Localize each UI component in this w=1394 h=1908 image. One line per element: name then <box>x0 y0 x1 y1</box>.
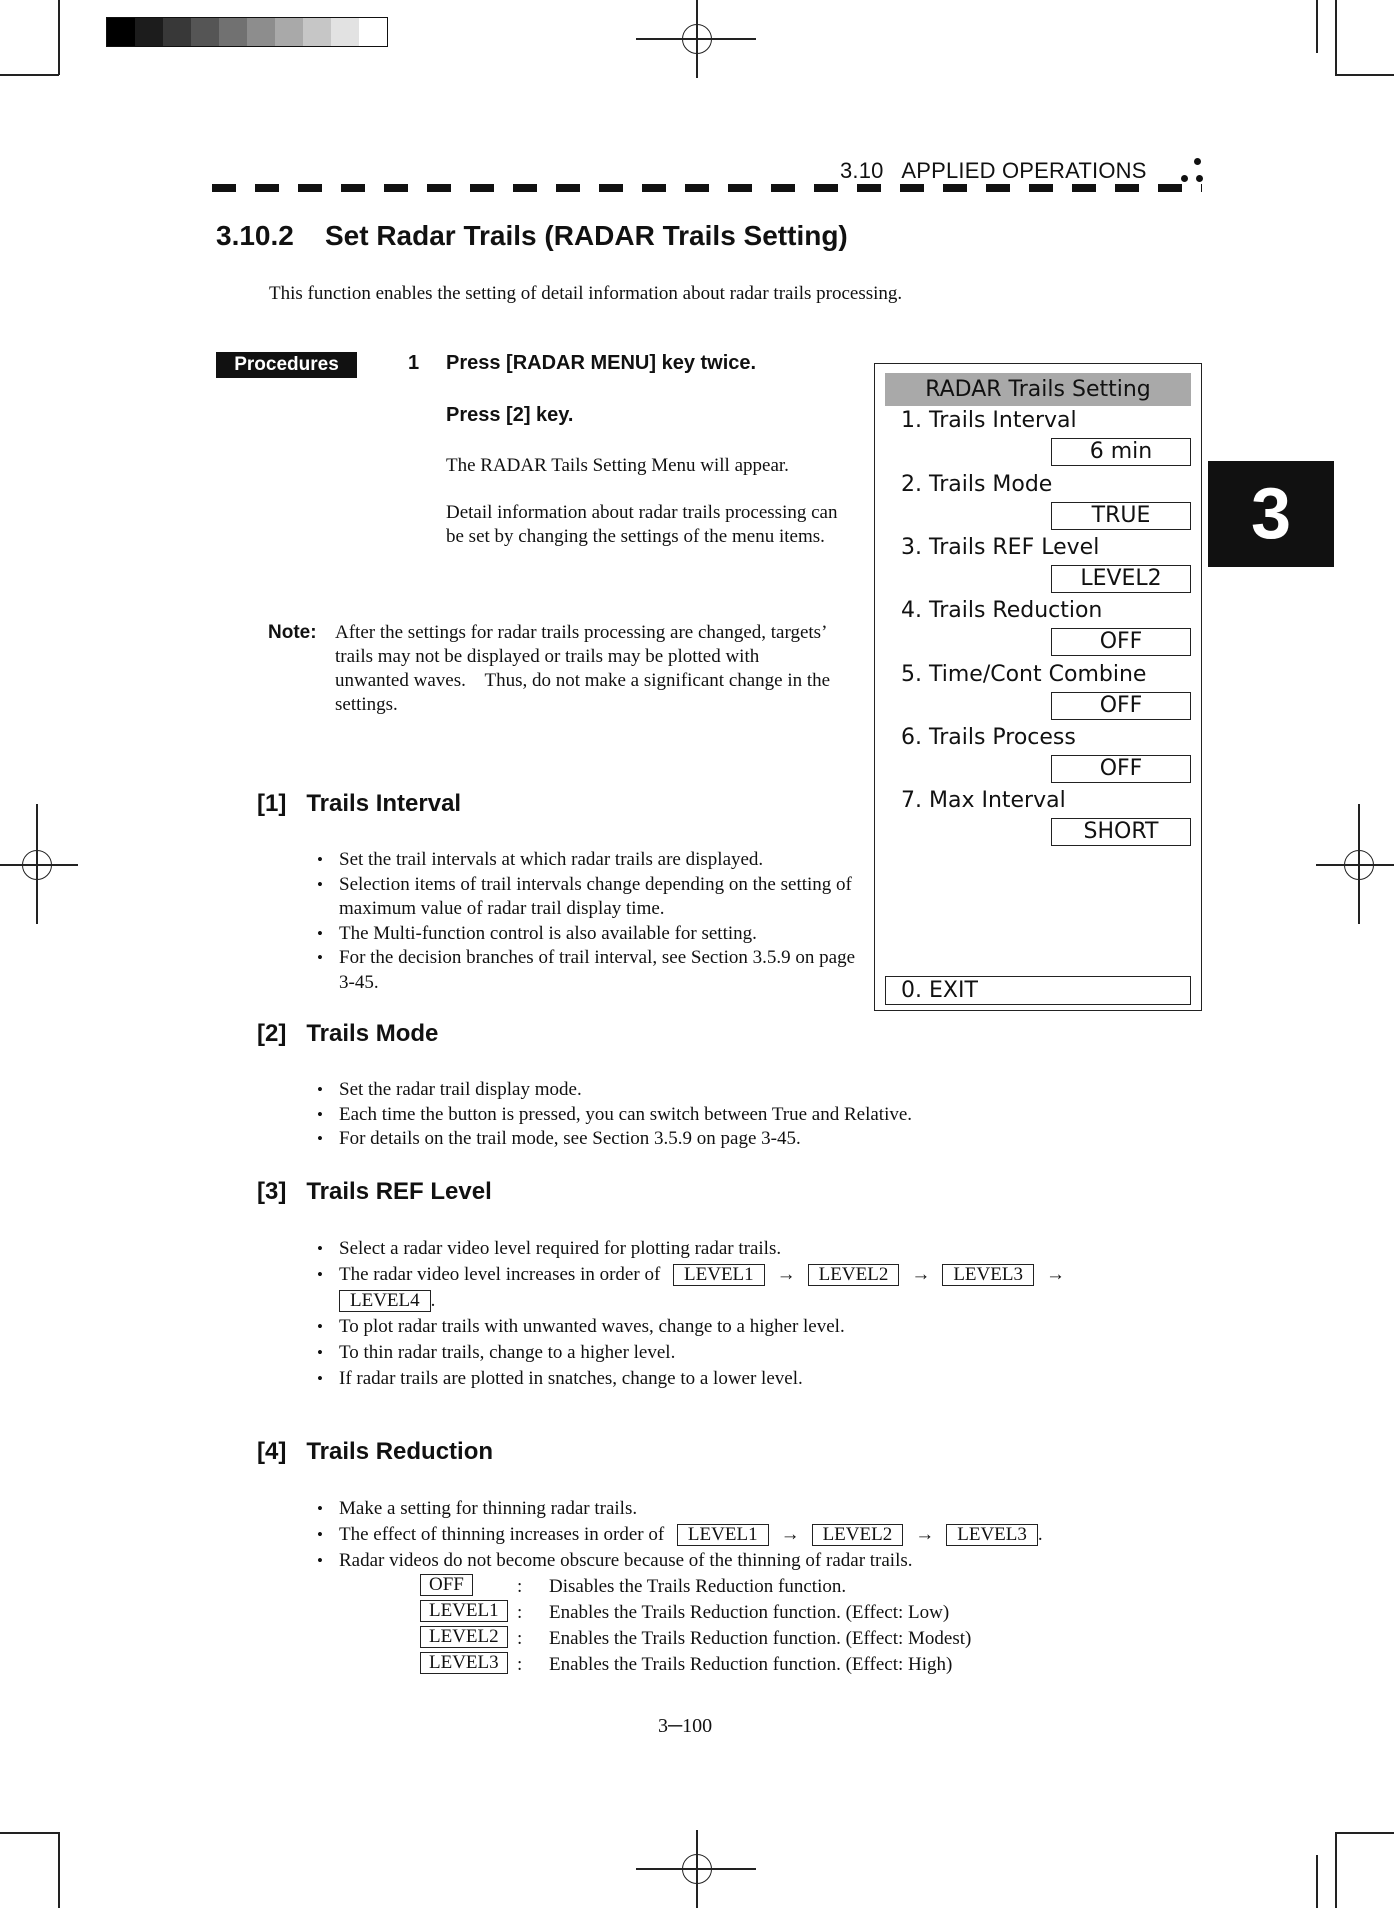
list-item: • Set the trail intervals at which radar trails are displayed. <box>339 848 859 873</box>
step-1b-text: Press [2] key. <box>446 404 574 426</box>
menu-value-trails-interval[interactable]: 6 min <box>1051 438 1191 466</box>
arrow-right-icon: → <box>911 1264 931 1285</box>
list-item <box>339 1522 1159 1548</box>
list-item: • The Multi-function control is also available for setting. <box>339 922 859 947</box>
level-box: LEVEL3 <box>942 1264 1034 1286</box>
grayscale-swatch <box>359 18 387 46</box>
trails-reduction-bullets <box>339 1496 1159 1574</box>
menu-value-trails-mode[interactable]: TRUE <box>1051 502 1191 530</box>
list-item-end: . <box>1037 1524 1043 1545</box>
table-key: LEVEL1 <box>420 1600 508 1622</box>
subsection-trails-ref-level-title: [3] Trails REF Level <box>257 1178 492 1205</box>
menu-item-trails-ref-level[interactable]: 3. Trails REF Level <box>901 535 1100 560</box>
arrow-right-icon: → <box>915 1524 935 1545</box>
list-item: • If radar trails are plotted in snatches, change to a lower level. <box>339 1366 1159 1392</box>
list-item <box>339 1262 1159 1314</box>
trails-ref-level-bullets <box>339 1236 1159 1392</box>
grayscale-swatch <box>163 18 191 46</box>
grayscale-swatch <box>219 18 247 46</box>
subsection-trails-mode-title: [2] Trails Mode <box>257 1020 439 1047</box>
level-box: LEVEL2 <box>812 1524 904 1546</box>
menu-value-max-interval[interactable]: SHORT <box>1051 818 1191 846</box>
menu-value-trails-process[interactable]: OFF <box>1051 755 1191 783</box>
table-key: LEVEL3 <box>420 1652 508 1674</box>
level-box: LEVEL2 <box>808 1264 900 1286</box>
menu-value-trails-reduction[interactable]: OFF <box>1051 628 1191 656</box>
procedure-para-2: Detail information about radar trails processing can be set by changing the settings of the menu items. <box>446 502 838 547</box>
table-desc: Enables the Trails Reduction function. (Effect: Modest) <box>549 1628 972 1649</box>
menu-item-trails-process[interactable]: 6. Trails Process <box>901 725 1076 750</box>
subsection-trails-interval-title: [1] Trails Interval <box>257 790 462 817</box>
page-number: 3─100 <box>658 1715 713 1737</box>
list-item: • Each time the button is pressed, you can switch between True and Relative. <box>339 1103 1099 1128</box>
table-sep: : <box>517 1576 523 1597</box>
arrow-right-icon: → <box>780 1524 800 1545</box>
grayscale-swatch <box>331 18 359 46</box>
menu-title: RADAR Trails Setting <box>885 373 1191 406</box>
arrow-right-icon: → <box>776 1264 796 1285</box>
header-dashed-rule <box>212 184 1202 192</box>
list-item: • Selection items of trail intervals change depending on the setting of maximum value of radar trail display time. <box>339 873 859 922</box>
level-box: LEVEL3 <box>946 1524 1038 1546</box>
menu-value-trails-ref-level[interactable]: LEVEL2 <box>1051 565 1191 593</box>
list-item-text: The radar video level increases in order of <box>339 1264 661 1285</box>
running-header: 3.10 APPLIED OPERATIONS <box>840 158 1147 183</box>
list-item: • To plot radar trails with unwanted waves, change to a higher level. <box>339 1314 1159 1340</box>
note-text: After the settings for radar trails processing are changed, targets’ trails may not be displayed or trails may be plotted with unwanted waves. Thus, do not make a significant change in the settings. <box>335 622 835 715</box>
grayscale-swatch <box>107 18 135 46</box>
procedures-badge: Procedures <box>216 352 357 378</box>
grayscale-bar <box>106 17 388 47</box>
level-box: LEVEL1 <box>673 1264 765 1286</box>
list-item: • Make a setting for thinning radar trails. <box>339 1496 1159 1522</box>
chapter-tab: 3 <box>1208 461 1334 567</box>
menu-item-trails-reduction[interactable]: 4. Trails Reduction <box>901 598 1103 623</box>
menu-exit-button[interactable]: 0. EXIT <box>885 976 1191 1005</box>
step-number: 1 <box>408 352 420 374</box>
list-item: • For the decision branches of trail interval, see Section 3.5.9 on page 3-45. <box>339 946 859 995</box>
step-1-text: Press [RADAR MENU] key twice. <box>446 352 757 374</box>
table-desc: Enables the Trails Reduction function. (Effect: Low) <box>549 1602 950 1623</box>
grayscale-swatch <box>275 18 303 46</box>
list-item-end: . <box>430 1290 436 1311</box>
table-desc: Enables the Trails Reduction function. (Effect: High) <box>549 1654 953 1675</box>
trails-mode-bullets <box>339 1078 1099 1152</box>
grayscale-swatch <box>247 18 275 46</box>
subsection-trails-reduction-title: [4] Trails Reduction <box>257 1438 494 1465</box>
menu-item-max-interval[interactable]: 7. Max Interval <box>901 788 1066 813</box>
table-sep: : <box>517 1602 523 1623</box>
menu-item-trails-mode[interactable]: 2. Trails Mode <box>901 472 1053 497</box>
note-label: Note: <box>268 622 317 643</box>
grayscale-swatch <box>303 18 331 46</box>
list-item: • Select a radar video level required for plotting radar trails. <box>339 1236 1159 1262</box>
section-intro: This function enables the setting of detail information about radar trails processing. <box>269 283 903 304</box>
table-sep: : <box>517 1628 523 1649</box>
arrow-right-icon: → <box>1045 1264 1065 1285</box>
procedure-para-1: The RADAR Tails Setting Menu will appear. <box>446 455 789 476</box>
list-item-text: The effect of thinning increases in order of <box>339 1524 665 1545</box>
level-box: LEVEL1 <box>677 1524 769 1546</box>
grayscale-swatch <box>191 18 219 46</box>
menu-value-time-cont-combine[interactable]: OFF <box>1051 692 1191 720</box>
menu-item-trails-interval[interactable]: 1. Trails Interval <box>901 408 1077 433</box>
section-title: 3.10.2 Set Radar Trails (RADAR Trails Setting) <box>216 220 848 251</box>
list-item: • For details on the trail mode, see Section 3.5.9 on page 3-45. <box>339 1127 1099 1152</box>
menu-item-time-cont-combine[interactable]: 5. Time/Cont Combine <box>901 662 1147 687</box>
list-item: • To thin radar trails, change to a higher level. <box>339 1340 1159 1366</box>
table-key: LEVEL2 <box>420 1626 508 1648</box>
radar-trails-setting-menu <box>874 363 1202 1011</box>
list-item: • Radar videos do not become obscure because of the thinning of radar trails. <box>339 1548 1159 1574</box>
level-box: LEVEL4 <box>339 1290 431 1312</box>
trails-interval-bullets <box>339 848 859 995</box>
table-key: OFF <box>420 1574 473 1596</box>
table-sep: : <box>517 1654 523 1675</box>
grayscale-swatch <box>135 18 163 46</box>
list-item: • Set the radar trail display mode. <box>339 1078 1099 1103</box>
table-desc: Disables the Trails Reduction function. <box>549 1576 847 1597</box>
